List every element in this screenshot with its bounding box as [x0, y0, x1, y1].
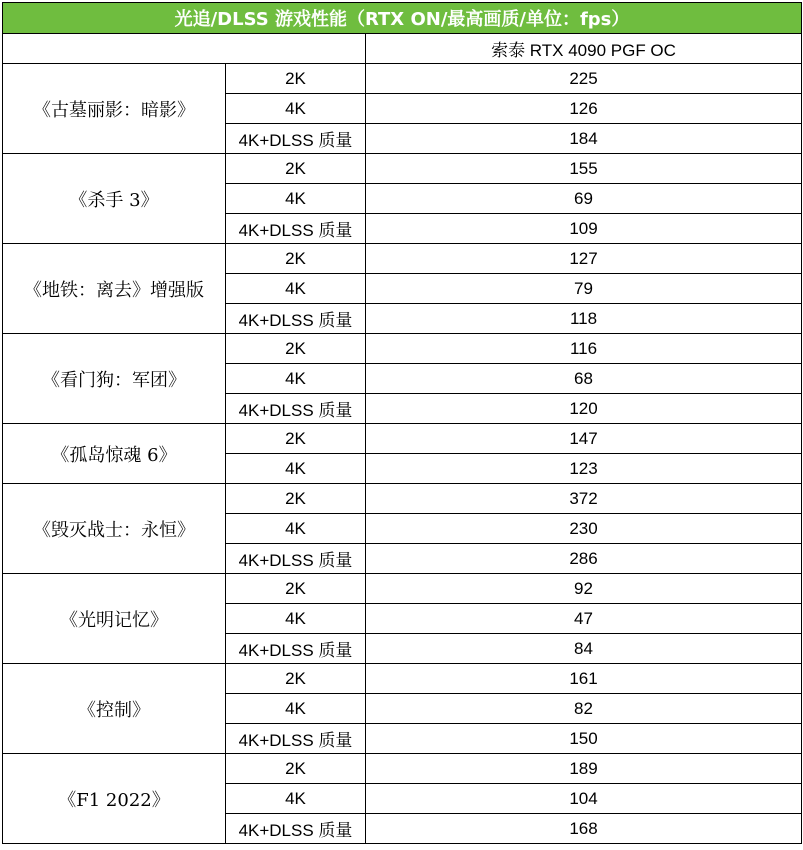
- fps-value-cell: 230: [366, 514, 802, 544]
- table-row: [3, 754, 802, 784]
- fps-value-cell: 286: [366, 544, 802, 574]
- setting-cell: 2K: [226, 154, 366, 184]
- fps-value-cell: 225: [366, 64, 802, 94]
- fps-value-cell: 123: [366, 454, 802, 484]
- table-row: [3, 484, 802, 514]
- setting-cell: 4K: [226, 184, 366, 214]
- fps-value-cell: 150: [366, 724, 802, 754]
- title-row: [3, 3, 802, 34]
- game-name-cell: 《毁灭战士：永恒》: [3, 484, 226, 574]
- column-header: 索泰 RTX 4090 PGF OC: [366, 34, 802, 64]
- table-row: [3, 664, 802, 694]
- fps-value-cell: 127: [366, 244, 802, 274]
- table-row: [3, 154, 802, 184]
- setting-cell: 4K: [226, 94, 366, 124]
- game-name-cell: 《杀手 3》: [3, 154, 226, 244]
- setting-cell: 4K+DLSS 质量: [226, 634, 366, 664]
- game-name-cell: 《控制》: [3, 664, 226, 754]
- game-name-cell: 《F1 2022》: [3, 754, 226, 844]
- game-name-cell: 《看门狗：军团》: [3, 334, 226, 424]
- setting-cell: 4K: [226, 274, 366, 304]
- fps-value-cell: 104: [366, 784, 802, 814]
- table-row: [3, 334, 802, 364]
- game-name-cell: 《孤岛惊魂 6》: [3, 424, 226, 484]
- table-row: [3, 244, 802, 274]
- fps-value-cell: 116: [366, 334, 802, 364]
- setting-cell: 2K: [226, 574, 366, 604]
- setting-cell: 2K: [226, 754, 366, 784]
- table-row: [3, 424, 802, 454]
- setting-cell: 4K: [226, 784, 366, 814]
- fps-value-cell: 118: [366, 304, 802, 334]
- fps-value-cell: 82: [366, 694, 802, 724]
- setting-cell: 2K: [226, 244, 366, 274]
- fps-value-cell: 189: [366, 754, 802, 784]
- setting-cell: 4K+DLSS 质量: [226, 724, 366, 754]
- header-row: [3, 34, 802, 64]
- setting-cell: 4K+DLSS 质量: [226, 124, 366, 154]
- benchmark-table: [2, 2, 802, 844]
- setting-cell: 2K: [226, 334, 366, 364]
- fps-value-cell: 68: [366, 364, 802, 394]
- table-body: [3, 3, 802, 844]
- fps-value-cell: 69: [366, 184, 802, 214]
- setting-cell: 4K: [226, 364, 366, 394]
- setting-cell: 4K: [226, 514, 366, 544]
- setting-cell: 2K: [226, 64, 366, 94]
- setting-cell: 4K: [226, 604, 366, 634]
- setting-cell: 2K: [226, 484, 366, 514]
- setting-cell: 4K+DLSS 质量: [226, 544, 366, 574]
- game-name-cell: 《光明记忆》: [3, 574, 226, 664]
- fps-value-cell: 92: [366, 574, 802, 604]
- fps-value-cell: 161: [366, 664, 802, 694]
- fps-value-cell: 47: [366, 604, 802, 634]
- fps-value-cell: 84: [366, 634, 802, 664]
- fps-value-cell: 109: [366, 214, 802, 244]
- setting-cell: 2K: [226, 424, 366, 454]
- fps-value-cell: 126: [366, 94, 802, 124]
- fps-value-cell: 79: [366, 274, 802, 304]
- setting-cell: 4K: [226, 694, 366, 724]
- setting-cell: 4K+DLSS 质量: [226, 214, 366, 244]
- fps-value-cell: 147: [366, 424, 802, 454]
- setting-cell: 4K+DLSS 质量: [226, 814, 366, 844]
- fps-value-cell: 168: [366, 814, 802, 844]
- fps-value-cell: 120: [366, 394, 802, 424]
- table-row: [3, 64, 802, 94]
- setting-cell: 2K: [226, 664, 366, 694]
- table-title: 光追/DLSS 游戏性能（RTX ON/最高画质/单位：fps）: [3, 3, 802, 34]
- fps-value-cell: 372: [366, 484, 802, 514]
- table-row: [3, 574, 802, 604]
- setting-cell: 4K: [226, 454, 366, 484]
- header-empty-cell: [3, 34, 366, 64]
- fps-value-cell: 184: [366, 124, 802, 154]
- game-name-cell: 《地铁：离去》增强版: [3, 244, 226, 334]
- game-name-cell: 《古墓丽影：暗影》: [3, 64, 226, 154]
- setting-cell: 4K+DLSS 质量: [226, 394, 366, 424]
- setting-cell: 4K+DLSS 质量: [226, 304, 366, 334]
- fps-value-cell: 155: [366, 154, 802, 184]
